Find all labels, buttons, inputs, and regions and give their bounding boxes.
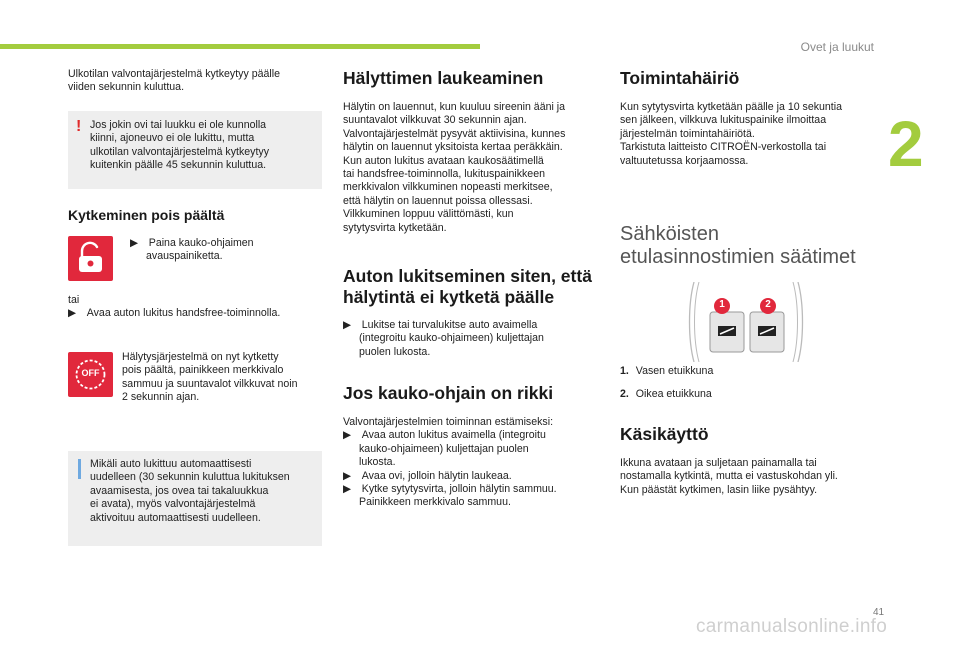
bullet-line: ▶ Avaa auton lukitus handsfree-toiminnolla.: [68, 307, 281, 320]
info-icon: [78, 459, 81, 479]
heading-line: etulasinnostimien säätimet: [620, 246, 856, 268]
text-line: (integroitu kauko-ohjaimeen) kuljettajan: [359, 332, 544, 345]
text-line: Kun päästät kytkimen, lasin liike pysähtyy.: [620, 483, 818, 496]
bullet-line: ▶ Paina kauko-ohjaimen: [130, 237, 254, 249]
warning-icon: !: [76, 118, 82, 135]
legend-number: 1.: [620, 365, 629, 377]
legend-text: Vasen etuikkuna: [635, 365, 714, 377]
disarmed-text: [122, 351, 297, 405]
heading-line: hälytintä ei kytketä päälle: [343, 287, 555, 307]
text-line: uudelleen (30 sekunnin kuluttua lukituksen: [90, 471, 290, 484]
text-line: tai handsfree-toiminnolla, lukituspainikkeen: [343, 168, 545, 181]
chapter-number: 2: [888, 108, 924, 180]
step-press-unlock: [130, 237, 254, 264]
badge-1: 1: [719, 299, 725, 310]
text-line: Vilkkuminen loppuu välittömästi, kun: [343, 208, 514, 221]
text-line: Painikkeen merkkivalo sammuu.: [359, 496, 511, 509]
text-line: Ulkotilan valvontajärjestelmä kytkeytyy päälle: [68, 68, 280, 80]
warning-note: [68, 111, 322, 189]
bullet-line: ▶ Avaa ovi, jolloin hälytin laukeaa.: [343, 469, 512, 482]
text-line: 2 sekunnin ajan.: [122, 391, 200, 404]
watermark: carmanualsonline.info: [696, 616, 888, 637]
text-line: Tarkistuta laitteisto CITROËN-verkostolla tai: [620, 141, 827, 154]
text-line: viiden sekunnin kuluttua.: [68, 81, 185, 94]
text-line: ei avata), myös valvontajärjestelmä: [90, 498, 256, 511]
text-line: Ikkuna avataan ja suljetaan painamalla tai: [620, 457, 817, 469]
alarm-off-illustration: [68, 352, 113, 397]
text-line: kiinni, ajoneuvo ei ole lukittu, mutta: [90, 132, 255, 145]
text-line: Hälytin on lauennut, kun kuuluu sireenin ääni ja: [343, 101, 566, 113]
window-switch-illustration: [688, 282, 804, 362]
text-line: kauko-ohjaimeen) kuljettajan puolen: [359, 442, 529, 455]
warning-text: [90, 119, 269, 173]
text-line: valtuutetussa korjaamossa.: [620, 154, 749, 167]
manual-operation-text: [620, 457, 838, 497]
text-line: pois päältä, painikkeen merkkivalo: [122, 364, 284, 377]
text-line: merkkivalon vilkkuminen nopeasti merkitsee,: [343, 181, 553, 194]
page-number: 41: [873, 607, 885, 618]
bullet-line: ▶ Avaa auton lukitus avaimella (integroitu: [343, 429, 546, 442]
section-title: Ovet ja luukut: [800, 40, 874, 54]
text-line: sen jälkeen, vilkkuva lukituspainike ilmoittaa: [620, 114, 827, 127]
text-line: Valvontajärjestelmät pysyvät aktiivisina, kunnes: [343, 127, 566, 140]
text-line: avaamisesta, jos ovea tai takaluukkua: [90, 484, 269, 497]
unlock-button-illustration: [68, 236, 113, 281]
heading-malfunction: Toimintahäiriö: [620, 68, 740, 88]
text-line: että hälytin on lauennut poissa ollessasi.: [343, 194, 533, 207]
text-line: lukosta.: [359, 456, 396, 469]
alternative-text: [68, 294, 280, 321]
info-text: [90, 458, 290, 525]
text-line: avauspainiketta.: [146, 250, 223, 263]
bullet-line: ▶ Lukitse tai turvalukitse auto avaimella: [343, 319, 538, 331]
malfunction-text: [620, 101, 842, 168]
legend-item-1: [620, 365, 713, 378]
text-line: järjestelmän toimintahäiriötä.: [620, 127, 755, 140]
heading-disarm: Kytkeminen pois päältä: [68, 207, 225, 223]
text-line: kuitenkin päälle 45 sekunnin kuluttua.: [90, 159, 267, 172]
heading-remote-broken: Jos kauko-ohjain on rikki: [343, 383, 554, 403]
text-line: Valvontajärjestelmien toiminnan estämiseksi:: [343, 416, 554, 428]
text-line: Kun auton lukitus avataan kaukosäätimellä: [343, 154, 544, 167]
legend-number: 2.: [620, 388, 629, 400]
text-line: puolen lukosta.: [359, 345, 431, 358]
header-accent-bar: [0, 44, 480, 49]
unlock-icon: [68, 236, 113, 281]
badge-2: 2: [765, 299, 771, 310]
text-line: Kun sytytysvirta kytketään päälle ja 10 sekuntia: [620, 101, 842, 113]
text-line: Mikäli auto lukittuu automaattisesti: [90, 458, 252, 470]
heading-power-windows: [620, 223, 856, 269]
off-label: OFF: [81, 368, 100, 378]
bullet-line: ▶ Kytke sytytysvirta, jolloin hälytin sammuu.: [343, 483, 557, 496]
info-note: [68, 451, 322, 546]
legend-text: Oikea etuikkuna: [635, 388, 712, 400]
text-line: sammuu ja suuntavalot vilkkuvat noin: [122, 377, 298, 390]
text-line: nostamalla kytkintä, mutta ei vastuskohdan yli.: [620, 470, 838, 483]
heading-line: Sähköisten: [620, 223, 719, 245]
alarm-triggering-text: [343, 101, 565, 235]
or-label: tai: [68, 294, 80, 306]
text-line: ulkotilan valvontajärjestelmä kytkeytyy: [90, 145, 269, 158]
intro-text: [68, 68, 280, 95]
legend-item-2: [620, 388, 712, 401]
text-line: sytytysvirta kytketään.: [343, 221, 447, 234]
text-line: Hälytysjärjestelmä on nyt kytketty: [122, 351, 279, 363]
text-line: aktivoituu automaattisesti uudelleen.: [90, 511, 261, 524]
text-line: hälytin on lauennut yksitoista kertaa peräkkäin.: [343, 141, 563, 154]
window-switch-diagram: [688, 282, 804, 362]
heading-manual-operation: Käsikäyttö: [620, 424, 709, 444]
remote-broken-text: [343, 416, 557, 510]
lock-without-alarm-text: [343, 319, 544, 359]
heading-lock-without-alarm: [343, 266, 592, 308]
text-line: suuntavalot vilkkuvat 30 sekunnin ajan.: [343, 114, 527, 127]
heading-line: Auton lukitseminen siten, että: [343, 266, 592, 286]
heading-alarm-triggering: Hälyttimen laukeaminen: [343, 68, 544, 88]
text-line: Jos jokin ovi tai luukku ei ole kunnolla: [90, 119, 267, 131]
